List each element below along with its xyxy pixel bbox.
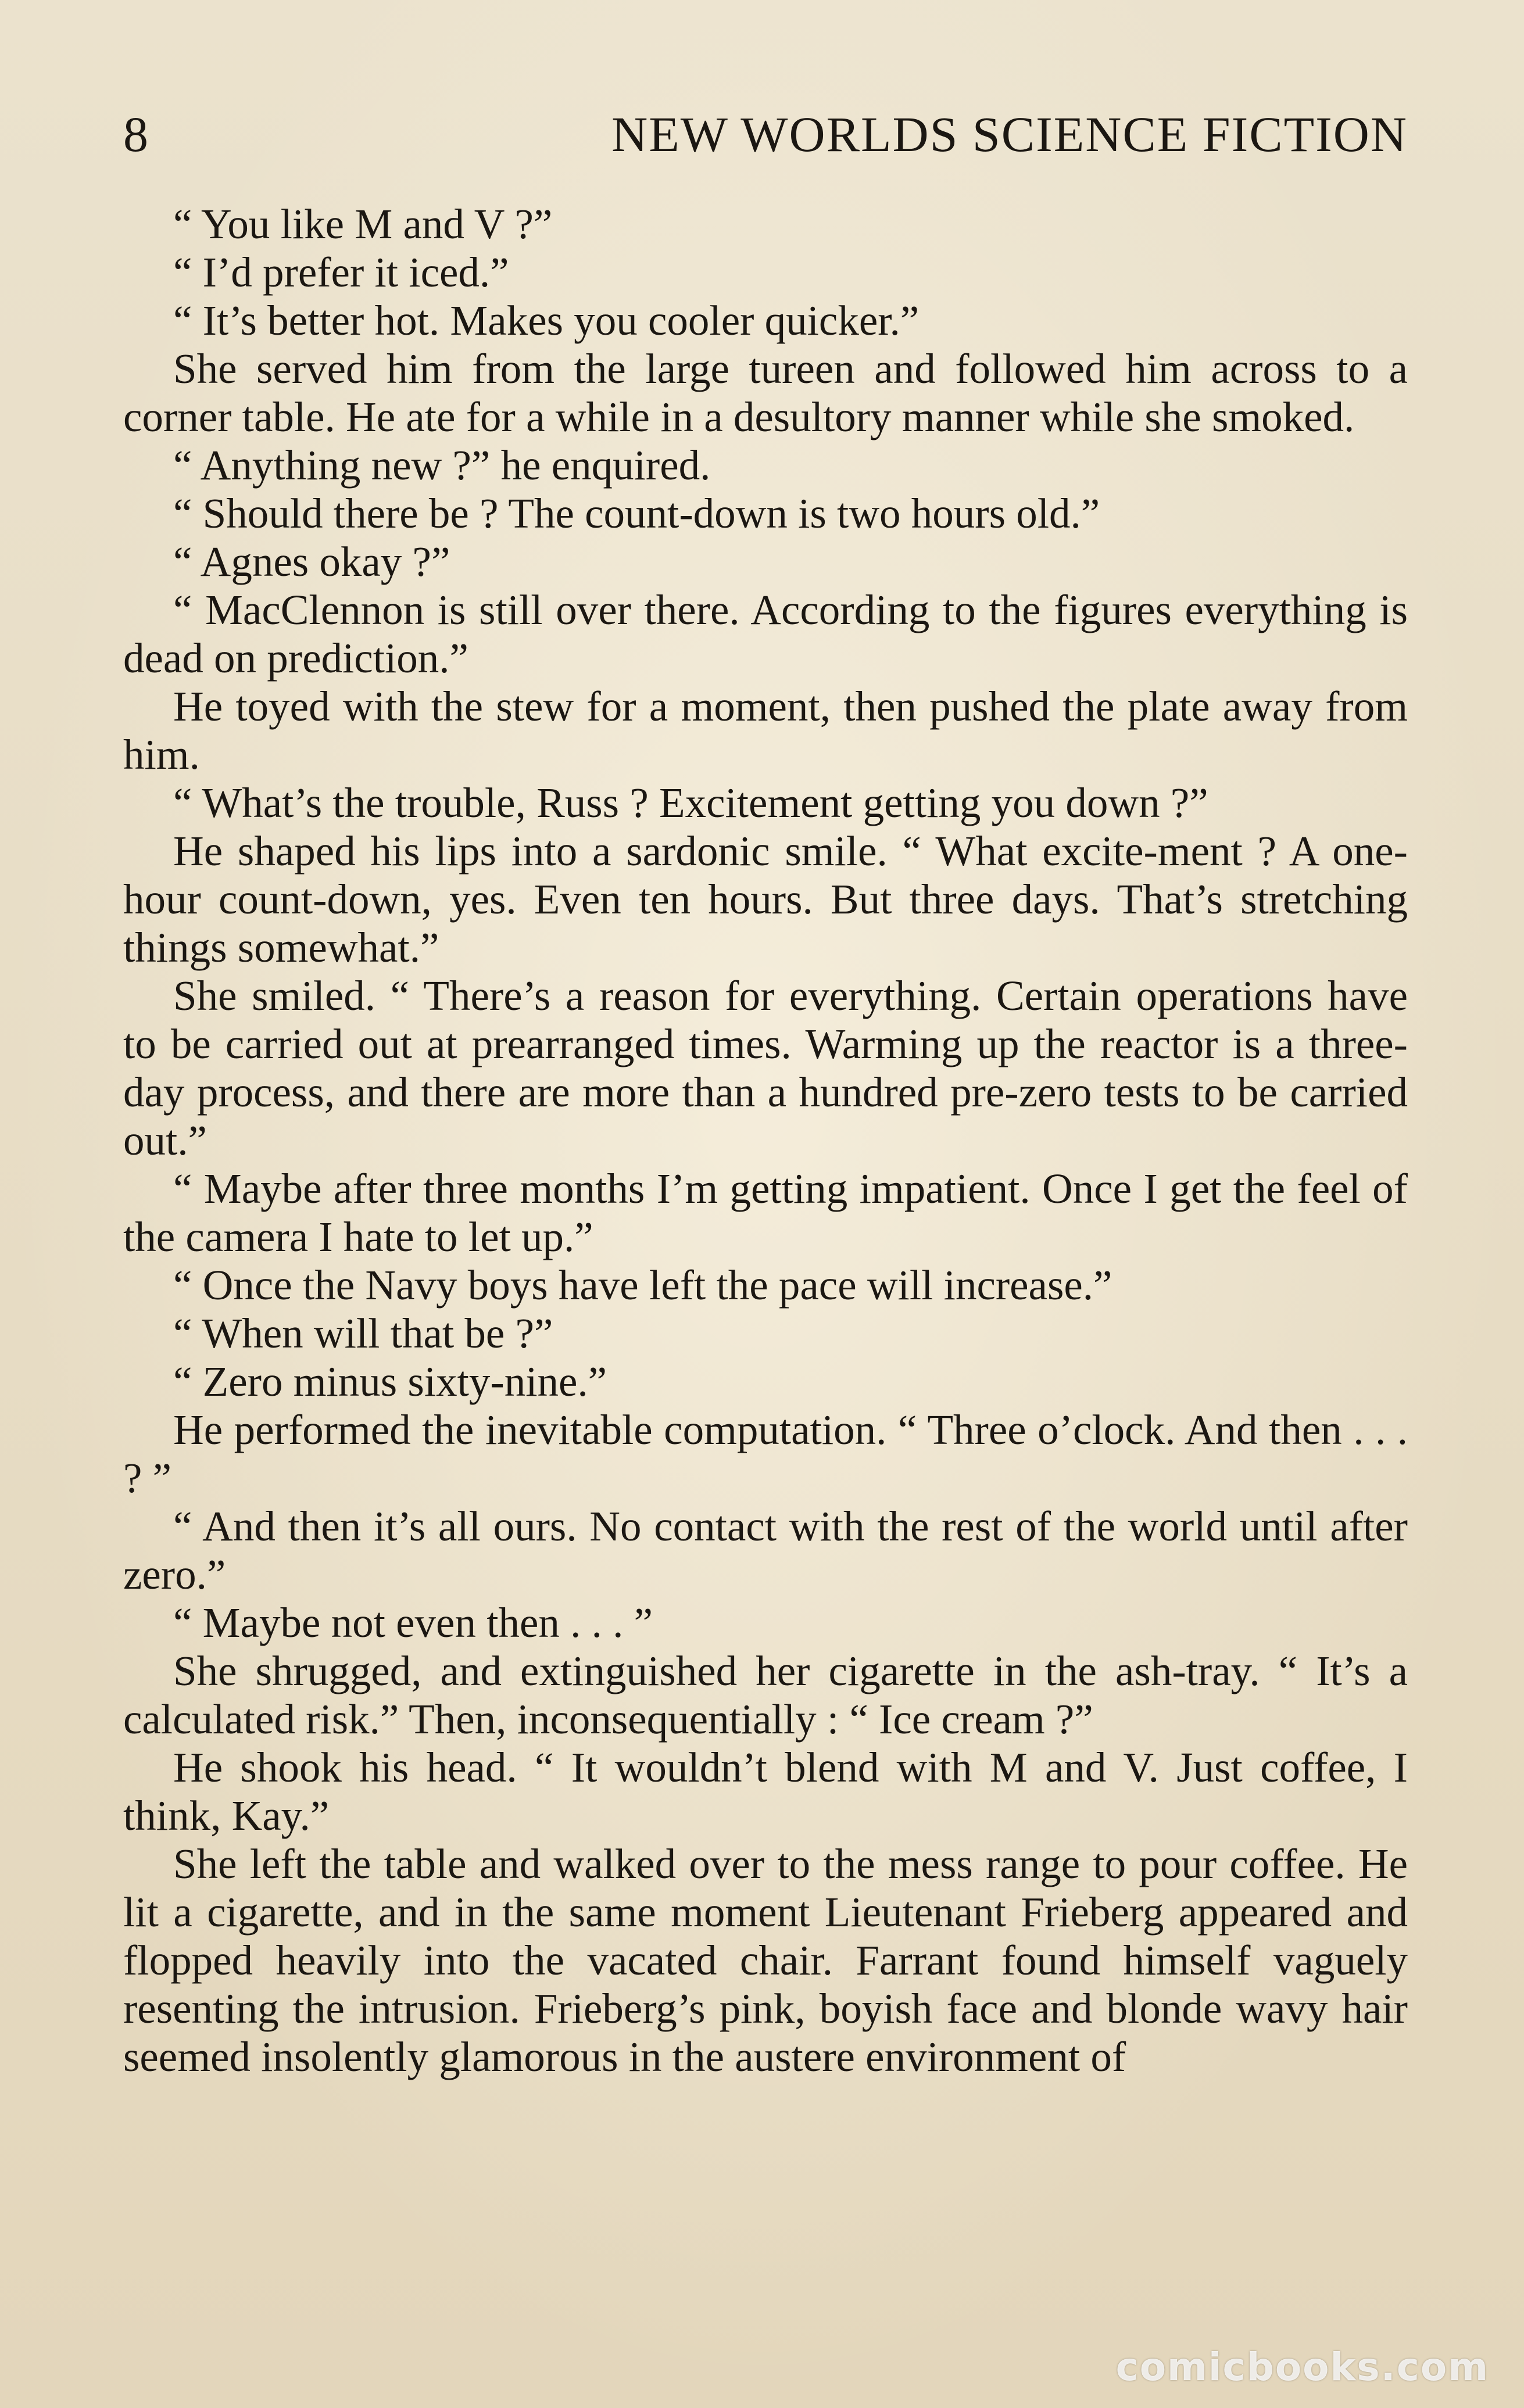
paragraph: “ Once the Navy boys have left the pace will increase.” <box>173 1262 1112 1309</box>
page-number: 8 <box>123 106 148 162</box>
paragraph: “ Maybe not even then . . . ” <box>173 1599 653 1646</box>
running-head: NEW WORLDS SCIENCE FICTION <box>611 106 1408 162</box>
paragraph: “ MacClennon is still over there. According to the figures everything is dead on prediction.” <box>123 586 1408 682</box>
body-text <box>123 200 1408 2081</box>
paragraph: He toyed with the stew for a moment, then pushed the plate away from him. <box>123 683 1408 778</box>
paragraph: “ You like M and V ?” <box>173 200 553 248</box>
paragraph: “ Agnes okay ?” <box>173 538 450 585</box>
paragraph: “ What’s the trouble, Russ ? Excitement getting you down ?” <box>173 779 1208 826</box>
paragraph: He performed the inevitable computation. “ Three o’clock. And then . . . ? ” <box>123 1406 1408 1502</box>
paragraph: “ Anything new ?” he enquired. <box>173 442 711 489</box>
paragraph: She left the table and walked over to the mess range to pour coffee. He lit a cigarette, and in the same moment Lieutenant Frieberg appeared and flopped heavily into the vacated chair. Farrant found himself vaguely resenting the intrusion. Frieberg’s pink, boyish face and blonde wavy hair seemed insolently glamorous in the austere environment of <box>123 1840 1408 2080</box>
paragraph: “ Maybe after three months I’m getting impatient. Once I get the feel of the camera I hate to let up.” <box>123 1165 1408 1260</box>
watermark-logo: comicbooks.com <box>1115 2345 1489 2389</box>
paragraph: “ It’s better hot. Makes you cooler quicker.” <box>173 297 920 344</box>
paragraph: She shrugged, and extinguished her cigarette in the ash-tray. “ It’s a calculated risk.” Then, inconsequentially : “ Ice cream ?” <box>123 1647 1408 1743</box>
paragraph: She served him from the large tureen and followed him across to a corner table. He ate for a while in a desultory manner while she smoked. <box>123 345 1408 440</box>
paragraph: “ I’d prefer it iced.” <box>173 249 509 296</box>
paragraph: “ Should there be ? The count-down is two hours old.” <box>173 490 1100 537</box>
paragraph: “ And then it’s all ours. No contact with the rest of the world until after zero.” <box>123 1503 1408 1598</box>
paragraph: She smiled. “ There’s a reason for everything. Certain operations have to be carried out at prearranged times. Warming up the reactor is a three-day process, and there are more than a hundred pre-zero tests to be carried out.” <box>123 972 1408 1164</box>
paragraph: He shaped his lips into a sardonic smile. “ What excite-ment ? A one-hour count-down, yes. Even ten hours. But three days. That’s stretching things somewhat.” <box>123 827 1408 971</box>
paragraph: “ When will that be ?” <box>173 1310 553 1357</box>
paragraph: He shook his head. “ It wouldn’t blend with M and V. Just coffee, I think, Kay.” <box>123 1744 1408 1839</box>
paragraph: “ Zero minus sixty-nine.” <box>173 1358 607 1405</box>
page-header <box>123 102 1408 166</box>
